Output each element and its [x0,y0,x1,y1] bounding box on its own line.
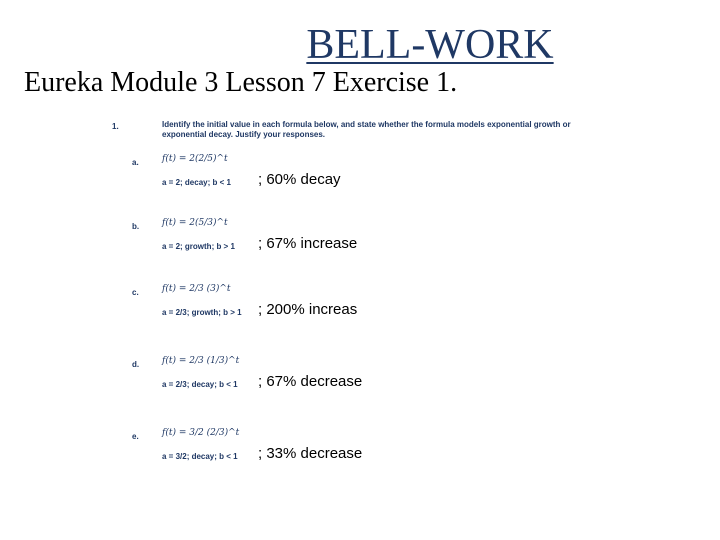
slide-title: BELL-WORK [306,22,554,68]
exercise-part-b [132,218,612,278]
part-answer: ; 67% increase [258,235,358,252]
part-formula: f(t) = 2/3 (1/3)^t [162,356,240,366]
exercise-prompt: Identify the initial value in each formula below, and state whether the formula models exponential growth or exponential decay. Justify your responses. [162,120,571,139]
part-label: d. [132,360,140,369]
part-formula: f(t) = 2/3 (3)^t [162,284,231,294]
part-label: a. [132,158,139,167]
part-given: a = 2/3; growth; b > 1 [162,308,242,317]
exercise-part-e [132,428,612,488]
part-answer: ; 60% decay [258,171,341,188]
part-answer: ; 67% decrease [258,373,363,390]
part-given: a = 2; growth; b > 1 [162,242,235,251]
exercise-part-c [132,284,612,344]
exercise-number: 1. [112,122,119,131]
exercise-sheet [108,118,628,478]
part-formula: f(t) = 2(5/3)^t [162,218,228,228]
part-given: a = 2; decay; b < 1 [162,178,231,187]
part-answer: ; 33% decrease [258,445,363,462]
part-label: e. [132,432,139,441]
part-label: c. [132,288,139,297]
exercise-part-a [132,154,612,214]
part-formula: f(t) = 2(2/5)^t [162,154,228,164]
part-answer: ; 200% increas [258,301,358,318]
part-formula: f(t) = 3/2 (2/3)^t [162,428,240,438]
exercise-part-d [132,356,612,416]
part-label: b. [132,222,140,231]
part-given: a = 2/3; decay; b < 1 [162,380,238,389]
part-given: a = 3/2; decay; b < 1 [162,452,238,461]
slide-subtitle: Eureka Module 3 Lesson 7 Exercise 1. [24,67,458,98]
